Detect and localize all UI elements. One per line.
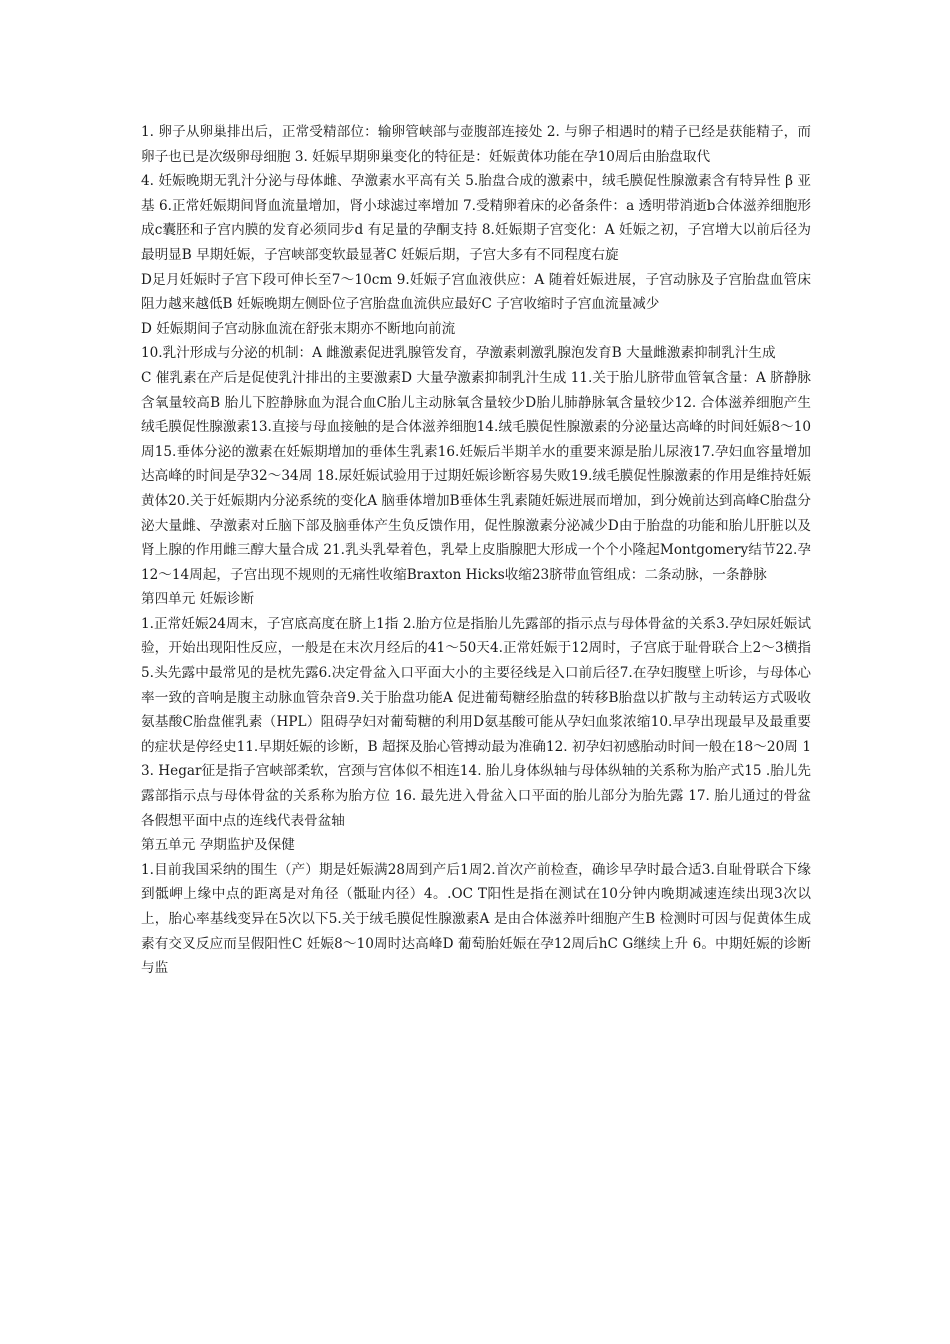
paragraph-unit-5-content: 1.目前我国采纳的围生（产）期是妊娠满28周到产后1周2.首次产前检查，确诊早孕时最合适3.自耻骨联合下缘到骶岬上缘中点的距离是对角径（骶耻内径）4。.OC T阳性是指在测试在10分钟内晚期减速连续出现3次以上，胎心率基线变异在5次以下5.关于绒毛膜促性腺激素A 是由合体滋养叶细胞产生B 检测时可因与促黄体生成素有交叉反应而呈假阳性C 妊娠8～10周时达高峰D 葡萄胎妊娠在孕12周后hC G继续上升 6。中期妊娠的诊断与监 [141,861,811,977]
paragraph-6: C 催乳素在产后是促使乳汁排出的主要激素D 大量孕激素抑制乳汁生成 11.关于胎儿脐带血管氧含量：A 脐静脉含氧量较高B 胎儿下腔静脉血为混合血C胎儿主动脉氧含量较少D胎儿肺静脉氧含量较少12. 合体滋养细胞产生绒毛膜促性腺激素13.直接与母血接触的是合体滋养细胞14.绒毛膜促性腺激素的分泌量达高峰的时间妊娠8～10周15.垂体分泌的激素在妊娠期增加的垂体生乳素16.妊娠后半期羊水的重要来源是胎儿尿液17.孕妇血容量增加达高峰的时间是孕32～34周 18.尿妊娠试验用于过期妊娠诊断容易失败19.绒毛膜促性腺激素的作用是维持妊娠黄体20.关于妊娠期内分泌系统的变化A 脑垂体增加B垂体生乳素随妊娠进展而增加，到分娩前达到高峰C胎盘分泌大量雌、孕激素对丘脑下部及脑垂体产生负反馈作用，促性腺激素分泌减少D由于胎盘的功能和胎儿肝脏以及肾上腺的作用雌三醇大量合成 21.乳头乳晕着色，乳晕上皮脂腺肥大形成一个个小隆起Montgomery结节22.孕12～14周起，子宫出现不规则的无痛性收缩Braxton Hicks收缩23脐带血管组成：二条动脉，一条静脉 [141,369,811,583]
section-heading-unit-5: 第五单元 孕期监护及保健 [141,837,295,854]
paragraph-5: 10.乳汁形成与分泌的机制：A 雌激素促进乳腺管发育，孕激素刺激乳腺泡发育B 大量雌激素抑制乳汁生成 [141,345,776,362]
paragraph-3: D足月妊娠时子宫下段可伸长至7～10cm 9.妊娠子宫血液供应：A 随着妊娠进展，子宫动脉及子宫胎盘血管床阻力越来越低B 妊娠晚期左侧卧位子宫胎盘血流供应最好C 子宫收缩时子宫血流量减少 [141,271,811,313]
document-body [141,120,811,981]
paragraph-unit-4-content: 1.正常妊娠24周末，子宫底高度在脐上1指 2.胎方位是指胎儿先露部的指示点与母体骨盆的关系3.孕妇尿妊娠试验，开始出现阳性反应，一般是在末次月经后的41～50天4.正常妊娠于12周时，子宫底于耻骨联合上2～3横指5.头先露中最常见的是枕先露6.决定骨盆入口平面大小的主要径线是入口前后径7.在孕妇腹壁上听诊，与母体心率一致的音响是腹主动脉血管杂音9.关于胎盘功能A 促进葡萄糖经胎盘的转移B胎盘以扩散与主动转运方式吸收氨基酸C胎盘催乳素（HPL）阻碍孕妇对葡萄糖的利用D氨基酸可能从孕妇血浆浓缩10.早孕出现最早及最重要的症状是停经史11.早期妊娠的诊断，B 超探及胎心管搏动最为准确12. 初孕妇初感胎动时间一般在18～20周 13. Hegar征是指子宫峡部柔软，宫颈与宫体似不相连14. 胎儿身体纵轴与母体纵轴的关系称为胎产式15 .胎儿先露部指示点与母体骨盆的关系称为胎方位 16. 最先进入骨盆入口平面的胎儿部分为胎先露 17. 胎儿通过的骨盆各假想平面中点的连线代表骨盆轴 [141,615,811,829]
paragraph-1: 1. 卵子从卵巢排出后，正常受精部位：输卵管峡部与壶腹部连接处 2. 与卵子相遇时的精子已经是获能精子，而卵子也已是次级卵母细胞 3. 妊娠早期卵巢变化的特征是：妊娠黄体功能在孕10周后由胎盘取代 [141,124,811,165]
section-heading-unit-4: 第四单元 妊娠诊断 [141,591,255,608]
paragraph-4: D 妊娠期间子宫动脉血流在舒张末期亦不断地向前流 [141,320,456,337]
paragraph-2: 4. 妊娠晚期无乳汁分泌与母体雌、孕激素水平高有关 5.胎盘合成的激素中，绒毛膜促性腺激素含有特异性 β 亚基 6.正常妊娠期间肾血流量增加，肾小球滤过率增加 7.受精卵着床的必备条件：a 透明带消逝b合体滋养细胞形成c囊胚和子宫内膜的发育必须同步d 有足量的孕酮支持 8.妊娠期子宫变化：A 妊娠之初，子宫增大以前后径为最明显B 早期妊娠，子宫峡部变软最显著C 妊娠后期，子宫大多有不同程度右旋 [141,173,811,263]
